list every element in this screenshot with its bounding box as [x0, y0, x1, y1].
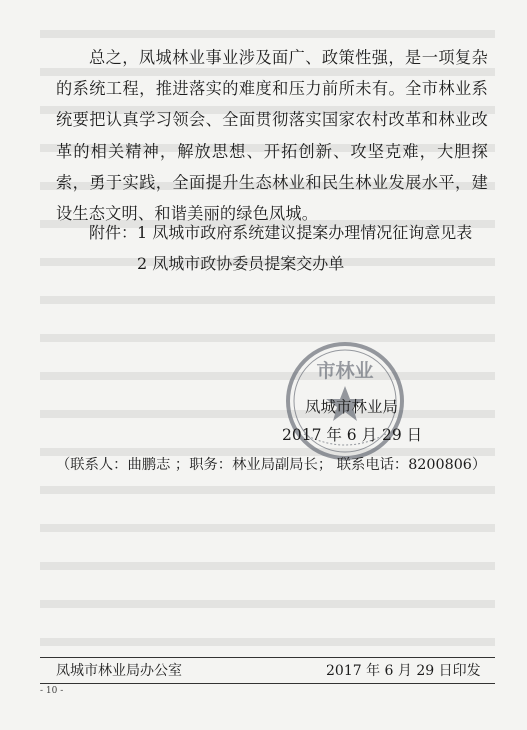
- footer-top-rule: [40, 657, 495, 658]
- footer-issuer: 凤城市林业局办公室: [56, 663, 182, 679]
- attachment-line-1: 附件：1 凤城市政府系统建议提案办理情况征询意见表: [89, 223, 473, 242]
- attachment-line-2: 2 凤城市政协委员提案交办单: [137, 254, 345, 273]
- seal-text: 市林业: [316, 360, 374, 382]
- footer-bottom-rule: [40, 683, 495, 684]
- signing-date: 2017 年 6 月 29 日: [282, 426, 423, 444]
- footer-print-date: 2017 年 6 月 29 日印发: [326, 663, 481, 679]
- page-number: - 10 -: [40, 686, 64, 696]
- closing-paragraph: 总之，凤城林业事业涉及面广、政策性强，是一项复杂的系统工程，推进落实的难度和压力前所未有。全市林业系统要把认真学习领会、全面贯彻落实国家农村改革和林业改革的相关精神，解放思想、开拓创新、攻坚克难，大胆探索，勇于实践，全面提升生态林业和民生林业发展水平，建设生态文明、和谐美丽的绿色凤城。: [56, 48, 488, 224]
- contact-line: （联系人：曲鹏志 ；职务：林业局副局长； 联系电话：8200806）: [56, 457, 487, 473]
- signing-organization: 凤城市林业局: [305, 398, 399, 416]
